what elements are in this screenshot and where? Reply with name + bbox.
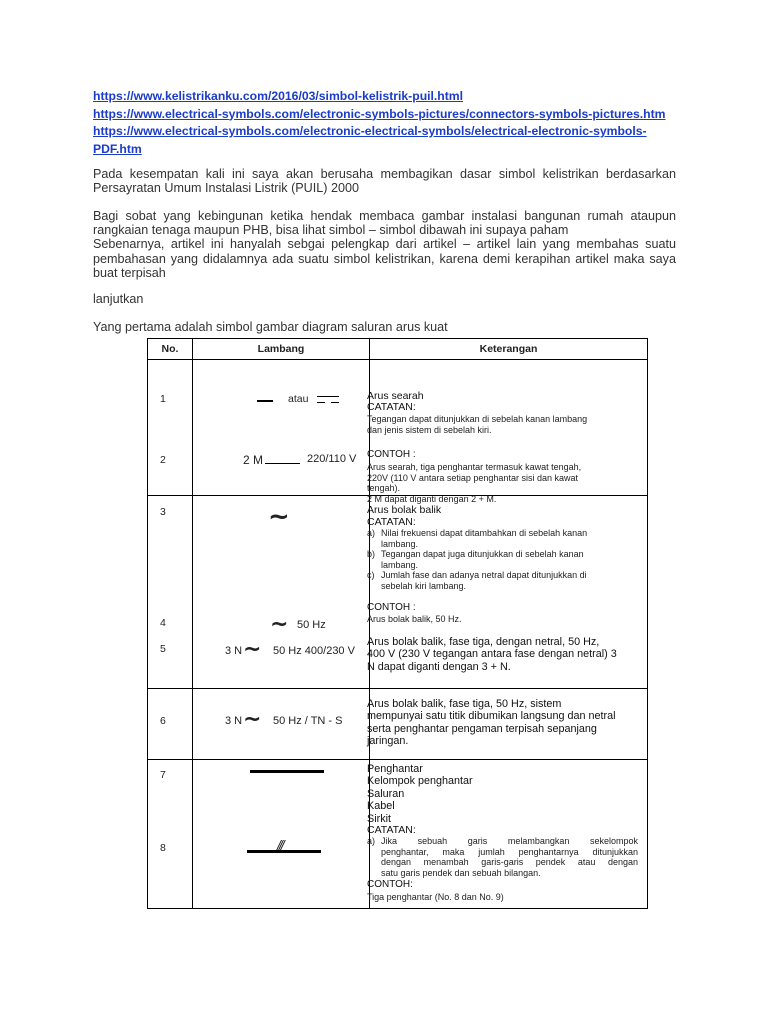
phase-label: 3 N <box>225 645 243 657</box>
row-description <box>367 689 648 760</box>
catatan-list <box>367 528 587 591</box>
row-number: 8 <box>160 842 166 854</box>
row-numbers <box>148 496 193 689</box>
conductor-count-marks: /// <box>277 837 283 853</box>
catatan-label: CATATAN: <box>367 401 416 413</box>
contoh-label: CONTOH: <box>367 879 413 890</box>
ac-tilde-symbol: ~ <box>270 612 289 637</box>
phase-label: 3 N <box>225 715 243 727</box>
row-description <box>367 360 648 504</box>
catatan-label: CATATAN: <box>367 516 416 528</box>
row-description <box>367 760 648 909</box>
atau-label: atau <box>288 393 309 405</box>
contoh-text: Arus bolak balik, 50 Hz. <box>367 614 462 624</box>
list-item: b) Tegangan dapat juga ditunjukkan di sebelah kanan lambang. <box>367 549 584 570</box>
ac-tilde-symbol: ~ <box>243 707 262 732</box>
dc-example-label: 2 M <box>243 453 264 467</box>
ac-tilde-symbol: ~ <box>243 637 262 662</box>
desc-text: Arus bolak balik, fase tiga, 50 Hz, sistem mempunyai satu titik dibumikan langsung dan netral serta penghantar pengaman terpisah sepanjang jaringan. <box>367 698 616 748</box>
frequency-label: 50 Hz <box>297 619 326 631</box>
table-row <box>148 360 648 496</box>
row-symbols <box>193 496 370 689</box>
list-item: a) Nilai frekuensi dapat ditambahkan di sebelah kanan lambang. <box>367 528 588 549</box>
link-kelistrikanku[interactable]: https://www.kelistrikanku.com/2016/03/simbol-kelistrik-puil.html <box>93 89 464 103</box>
dc-line-symbol <box>265 463 300 464</box>
frequency-voltage-label: 50 Hz 400/230 V <box>273 645 355 657</box>
catatan-text: a) Jika sebuah garis melambangkan sekelompok penghantar, maka jumlah penghantarnya ditunjukkan dengan menambah garis-garis pendek atau dengan satu garis pendek dan sebuah bilangan. <box>367 836 638 878</box>
row-number: 6 <box>160 715 166 727</box>
row-number: 7 <box>160 769 166 781</box>
header-no: No. <box>148 339 193 360</box>
continue-text: lanjutkan <box>93 292 144 306</box>
table-row <box>148 689 648 760</box>
contoh-text: Arus searah, tiga penghantar termasuk kawat tengah, 220V (110 V antara setiap penghantar sisi dan kawat tengah). 2 M dapat diganti dengan 2 + M. <box>367 462 582 504</box>
link-connectors-symbols[interactable]: https://www.electrical-symbols.com/electronic-symbols-pictures/connectors-symbols-pictures.htm <box>93 106 666 121</box>
link-electrical-symbols-pdf-cont[interactable]: PDF.htm <box>93 141 142 156</box>
intro-paragraph: Pada kesempatan kali ini saya akan berusaha membagikan dasar simbol kelistrikan berdasarkan Persayratan Umum Instalasi Listrik (PUIL) 2000 <box>93 167 676 196</box>
row-numbers <box>148 689 193 760</box>
contoh-label: CONTOH : <box>367 602 416 613</box>
catatan-text: Tegangan dapat ditunjukkan di sebelah kanan lambang dan jenis sistem di sebelah kiri. <box>367 414 588 435</box>
table-header-row <box>148 339 648 360</box>
row-number: 5 <box>160 643 166 655</box>
row-numbers <box>148 760 193 909</box>
row-number: 4 <box>160 617 166 629</box>
table-row <box>148 760 648 909</box>
ac-tilde-symbol: ~ <box>268 502 290 532</box>
row-number: 1 <box>160 393 166 405</box>
dc-dashed-symbol-top <box>317 396 339 397</box>
row-symbols <box>193 689 370 760</box>
symbol-table <box>147 338 648 909</box>
link-electrical-symbols-pdf[interactable]: https://www.electrical-symbols.com/electronic-electrical-symbols/electrical-electronic-symbols- <box>93 124 647 138</box>
header-keterangan: Keterangan <box>370 339 648 360</box>
conductor-group-line-symbol <box>247 850 321 853</box>
explanation-paragraph: Bagi sobat yang kebingunan ketika hendak membaca gambar instalasi bangunan rumah ataupun rangkaian tenaga maupun PHB, bisa lihat simbol – simbol dibawah ini supaya paham Sebenarnya, artikel ini hanyalah sebgai pelengkap dari artikel – artikel lain yang membahas suatu pembahasan yang didalamnya ada suatu simbol kelistrikan, karena demi kerapihan artikel maka saya buat terpisah <box>93 209 676 280</box>
example-5-text: Arus bolak balik, fase tiga, dengan netral, 50 Hz, 400 V (230 V tegangan antara fase dengan netral) 3 N dapat diganti dengan 3 + N. <box>367 636 617 673</box>
catatan-label: CATATAN: <box>367 824 416 836</box>
conductor-terms: Penghantar Kelompok penghantar Saluran Kabel Sirkit <box>367 763 473 825</box>
contoh-text: Tiga penghantar (No. 8 dan No. 9) <box>367 892 504 902</box>
voltage-label: 220/110 V <box>307 453 357 465</box>
row-symbols <box>193 360 370 496</box>
row-number: 3 <box>160 506 166 518</box>
system-label: 50 Hz / TN - S <box>273 715 343 727</box>
header-lambang: Lambang <box>193 339 370 360</box>
row-numbers <box>148 360 193 496</box>
dc-dashed-symbol-bottom <box>331 402 339 403</box>
desc-title: Arus searah <box>367 390 424 402</box>
reference-links <box>93 88 693 158</box>
row-number: 2 <box>160 454 166 466</box>
dc-line-symbol <box>257 400 273 402</box>
desc-title: Arus bolak balik <box>367 504 442 516</box>
table-intro-text: Yang pertama adalah simbol gambar diagram saluran arus kuat <box>93 320 448 334</box>
row-description <box>367 496 648 689</box>
conductor-line-symbol <box>250 770 324 773</box>
table-row <box>148 496 648 689</box>
dc-dashed-symbol-bottom <box>317 402 325 403</box>
contoh-label: CONTOH : <box>367 449 416 460</box>
list-item: c) Jumlah fase dan adanya netral dapat ditunjukkan di sebelah kiri lambang. <box>367 570 587 591</box>
row-symbols <box>193 760 370 909</box>
